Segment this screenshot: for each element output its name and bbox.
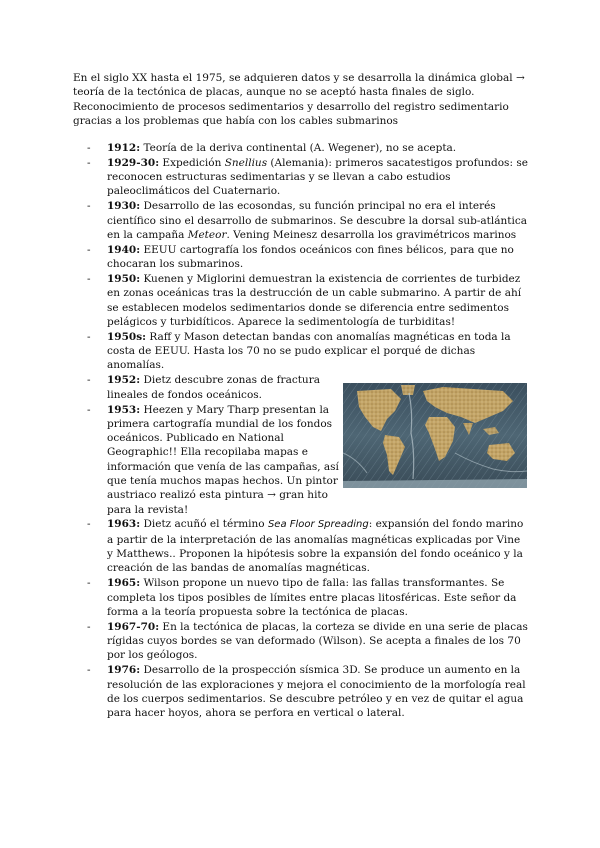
item-text: : expansión del fondo marino a partir de la interpretación de las anomalías magnéticas explicadas por Vine y Matthews.. Proponen la hipótesis sobre la expansión del fondo oceánico y la creación de las bandas de anomalías magnéticas. (107, 518, 524, 575)
bullet-dash: - (87, 577, 91, 590)
item-year: 1950s: (107, 330, 147, 343)
list-item (73, 403, 342, 517)
item-year: 1912: (107, 142, 141, 154)
bullet-dash: - (87, 518, 91, 531)
list-item (73, 243, 528, 272)
list-item (73, 141, 528, 155)
bullet-dash: - (87, 374, 91, 387)
item-text: Heezen y Mary Tharp presentan la primera cartografía mundial de los fondos oceánicos. Publicado en National Geographic!! Ella recopilaba mapas e información que venía de las campañas, así que tenía muchos mapas hechos. Un pintor austriaco realizó esta pintura → gran hito para la revista! (107, 403, 339, 516)
item-year: 1965: (107, 577, 141, 590)
list-item (73, 330, 528, 373)
list-item (73, 620, 528, 663)
item-text: . Vening Meinesz desarrolla los gravimétricos marinos (226, 228, 517, 241)
item-text: Desarrollo de la prospección sísmica 3D. Se produce un aumento en la resolución de las exploraciones y mejora el conocimiento de la morfología real de los cuerpos sedimentarios. Se descubre petróleo y en vez de quitar el agua para hacer hoyos, ahora se perfora en vertical o lateral. (107, 664, 526, 720)
item-year: 1940: (107, 243, 141, 256)
item-year: 1967-70: (107, 620, 160, 633)
list-item (73, 373, 342, 402)
list-item (73, 576, 528, 619)
ocean-floor-map-illustration (343, 383, 527, 488)
item-text: En la tectónica de placas, la corteza se divide en una serie de placas rígidas cuyos bordes se van deformado (Wilson). Se acepta a finales de los 70 por los geólogos. (107, 620, 528, 662)
bullet-dash: - (87, 664, 91, 677)
item-text: Dietz descubre zonas de fractura lineales de fondos oceánicos. (107, 374, 320, 401)
item-year: 1950: (107, 273, 141, 286)
item-year: 1929-30: (107, 156, 160, 169)
bullet-dash: - (87, 156, 91, 169)
item-emphasis: Meteor (187, 228, 227, 241)
item-text: Kuenen y Miglorini demuestran la existencia de corrientes de turbidez en zonas oceánicas tras la destrucción de un cable submarino. A partir de ahí se establecen modelos sedimentarios donde se diferencia entre sedimentos pelágicos y turbidíticos. Aparece la sedimentología de turbiditas! (107, 273, 522, 328)
list-item (73, 156, 528, 199)
item-text: (Alemania): primeros sacatestigos profundos: se reconocen estructuras sedimentarias y se llevan a cabo estudios paleoclimáticos del Cuaternario. (107, 156, 528, 198)
item-text: EEUU cartografía los fondos oceánicos con fines bélicos, para que no chocaran los submarinos. (107, 243, 514, 271)
bullet-dash: - (87, 142, 91, 154)
list-item (73, 517, 528, 575)
bullet-dash: - (87, 330, 91, 343)
item-emphasis: Snellius (224, 156, 268, 169)
item-emphasis: Sea Floor Spreading (267, 519, 369, 531)
bullet-dash: - (87, 403, 91, 416)
item-year: 1930: (107, 200, 141, 213)
list-item (73, 199, 528, 242)
item-text: Wilson propone un nuevo tipo de falla: las fallas transformantes. Se completa los tipos posibles de límites entre placas litosféricas. Este señor da forma a la teoría propuesta sobre la tectónica de placas. (107, 577, 517, 618)
item-text: Expedición (159, 156, 225, 169)
item-text: Desarrollo de las ecosondas, su función principal no era el interés científico sino el desarrollo de submarinos. Se descubre la dorsal sub-atlántica en la campaña (107, 200, 527, 241)
item-year: 1952: (107, 374, 141, 387)
list-item (73, 663, 528, 720)
item-text: Raff y Mason detectan bandas con anomalías magnéticas en toda la costa de EEUU. Hasta los 70 no se pudo explicar el porqué de dichas anomalías. (107, 330, 511, 372)
item-year: 1976: (107, 664, 141, 677)
item-year: 1963: (107, 518, 141, 531)
item-text: Dietz acuñó el término (140, 518, 268, 531)
bullet-dash: - (87, 620, 91, 633)
item-text: Teoría de la deriva continental (A. Wegener), no se acepta. (140, 142, 457, 154)
bullet-dash: - (87, 200, 91, 213)
intro-paragraph: En el siglo XX hasta el 1975, se adquieren datos y se desarrolla la dinámica global → teoría de la tectónica de placas, aunque no se aceptó hasta finales de siglo. Reconocimiento de procesos sedimentarios y desarrollo del registro sedimentario gracias a los problemas que había con los cables submarinos (73, 72, 525, 127)
ocean-floor-map-image (343, 383, 527, 488)
list-item (73, 272, 528, 329)
item-year: 1953: (107, 403, 141, 416)
bullet-dash: - (87, 273, 91, 286)
bullet-dash: - (87, 243, 91, 256)
